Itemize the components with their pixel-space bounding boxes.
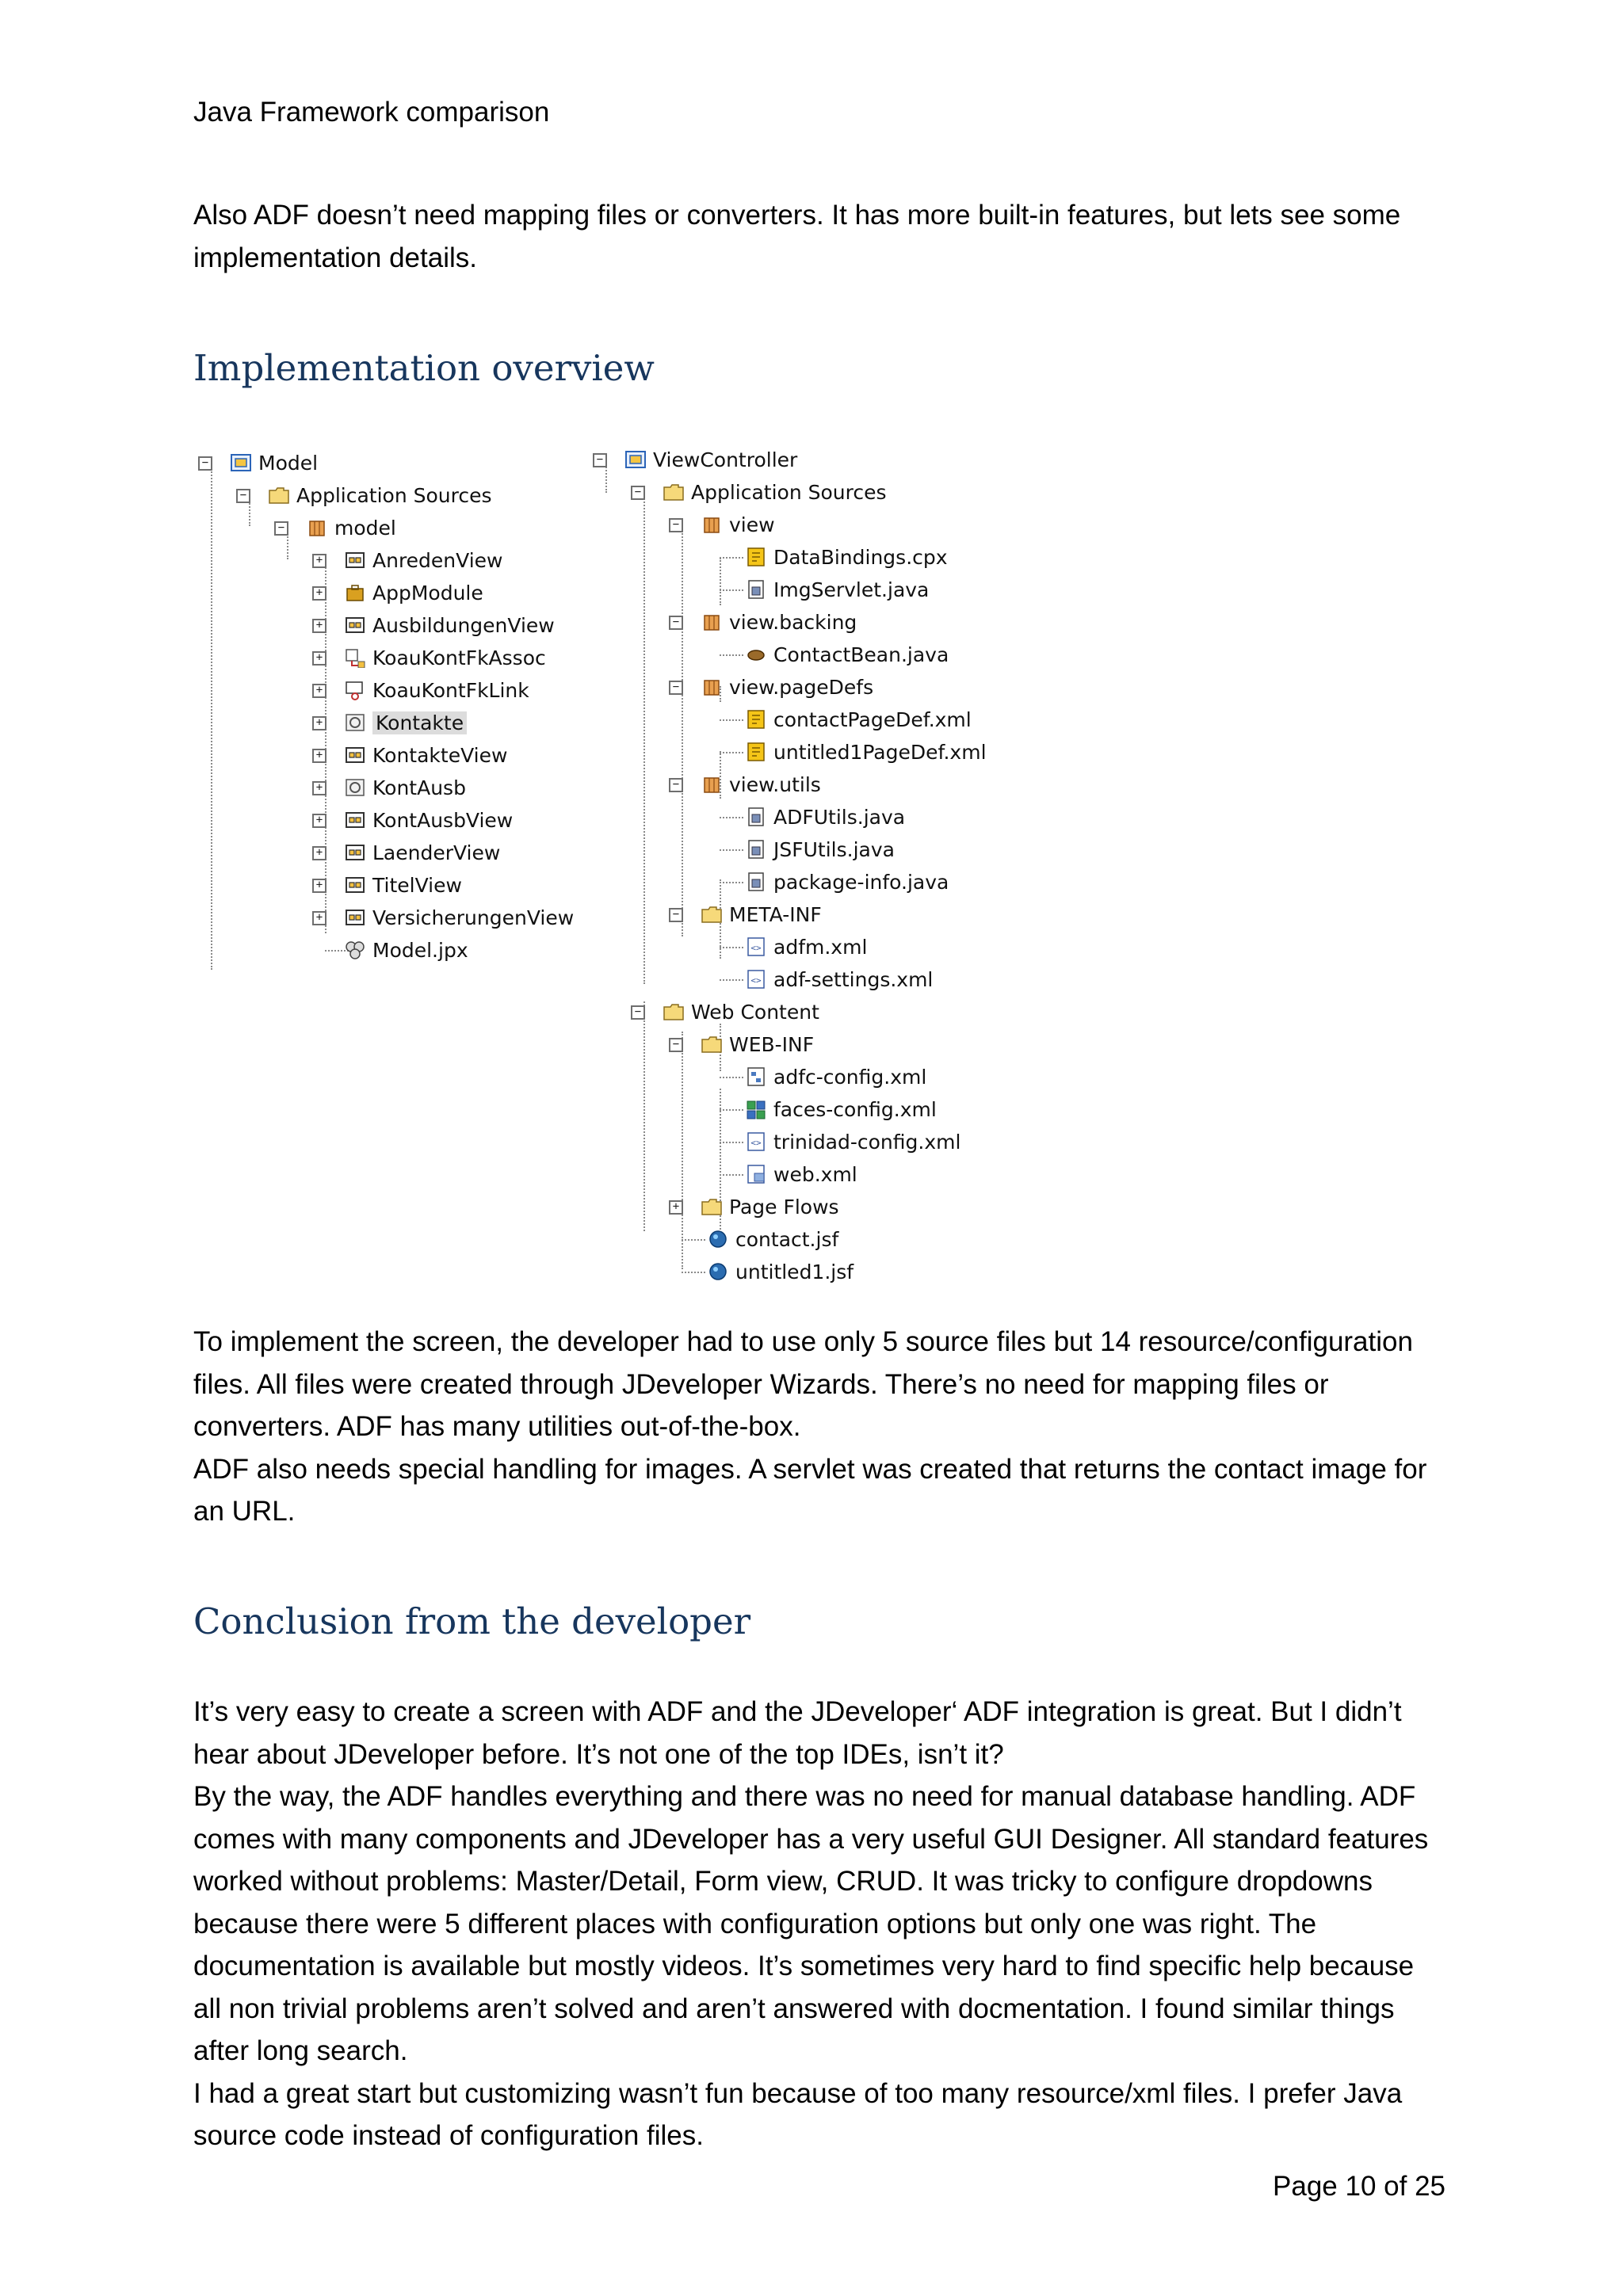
tree-node-package-pagedefs[interactable] — [669, 671, 873, 703]
tree-label: VersicherungenView — [372, 906, 575, 929]
tree-label: view.backing — [729, 610, 857, 634]
bean-icon — [745, 644, 767, 665]
tree-node-file[interactable] — [707, 1126, 960, 1158]
intro-paragraph — [193, 194, 1445, 279]
tree-label: adfc-config.xml — [773, 1065, 927, 1089]
tree-label: Model.jpx — [372, 938, 468, 962]
tree-node-item[interactable] — [312, 674, 529, 706]
tree-label: adf-settings.xml — [773, 967, 934, 991]
tree-node-file[interactable] — [707, 736, 987, 768]
tree-label: LaenderView — [372, 841, 501, 864]
java-file-icon — [745, 579, 767, 600]
paragraph-line: ADF also needs special handling for images. A servlet was created that returns the contact image for — [193, 1453, 1427, 1485]
paragraph-line: worked without problems: Master/Detail, Form view, CRUD. It was tricky to configure dropdowns — [193, 1866, 1373, 1897]
tree-node-item[interactable] — [312, 804, 513, 836]
folder-icon — [701, 1034, 723, 1055]
tree-label: DataBindings.cpx — [773, 545, 948, 569]
view-object-icon — [344, 907, 366, 928]
tree-label: untitled1.jsf — [735, 1260, 854, 1283]
expand-toggle[interactable]: + — [312, 911, 327, 925]
collapse-toggle[interactable]: − — [631, 1005, 645, 1020]
jsf-page-icon — [707, 1229, 729, 1249]
page-number: Page 10 of 25 — [1273, 2171, 1445, 2202]
tree-label: KontakteView — [372, 743, 508, 767]
java-file-icon — [745, 807, 767, 827]
view-object-icon — [344, 745, 366, 765]
xml-file-icon — [745, 1131, 767, 1152]
tree-label: adfm.xml — [773, 935, 868, 959]
viewcontroller-project-tree — [593, 442, 1005, 1282]
tree-node-model[interactable] — [198, 447, 318, 479]
faces-config-icon — [745, 1099, 767, 1119]
tree-label: faces-config.xml — [773, 1097, 937, 1121]
tree-label: package-info.java — [773, 870, 949, 894]
view-object-icon — [344, 550, 366, 570]
jpx-icon — [344, 940, 366, 960]
tree-node-file[interactable] — [707, 704, 972, 735]
tree-node-folder-metainf[interactable] — [669, 898, 822, 930]
tree-label: model — [334, 516, 396, 540]
expand-toggle[interactable]: + — [312, 846, 327, 860]
collapse-toggle[interactable]: − — [669, 778, 683, 792]
collapse-toggle[interactable]: − — [669, 518, 683, 532]
tree-label: view — [729, 513, 775, 536]
tree-node-folder-pageflows[interactable] — [669, 1191, 839, 1222]
expand-toggle[interactable]: + — [312, 716, 327, 730]
tree-label: WEB-INF — [729, 1032, 815, 1056]
collapse-toggle[interactable]: − — [274, 521, 288, 536]
tree-node-item[interactable] — [312, 609, 555, 641]
tree-label: Kontakte — [372, 711, 467, 734]
tree-node-file[interactable] — [669, 1256, 854, 1287]
tree-node-file[interactable] — [707, 1093, 937, 1125]
expand-toggle[interactable]: + — [669, 1200, 683, 1215]
model-project-tree — [198, 444, 579, 967]
conclusion-paragraph — [193, 1691, 1445, 2157]
tree-label: web.xml — [773, 1162, 857, 1186]
tree-node-file[interactable] — [707, 963, 933, 995]
tree-node-package-backing[interactable] — [669, 606, 857, 638]
paragraph-line: converters. ADF has many utilities out-of-the-box. — [193, 1411, 801, 1442]
xml-file-icon — [745, 969, 767, 990]
tree-node-item[interactable] — [312, 544, 502, 576]
cpx-file-icon — [745, 547, 767, 567]
folder-icon — [663, 482, 685, 502]
paragraph-line: hear about JDeveloper before. It’s not one of the top IDEs, isn’t it? — [193, 1738, 1004, 1770]
tree-label: KoauKontFkLink — [372, 678, 529, 702]
tree-node-folder-webinf[interactable] — [669, 1028, 814, 1060]
tree-node-file[interactable] — [707, 866, 949, 898]
expand-toggle[interactable]: + — [312, 586, 327, 601]
view-link-icon — [344, 680, 366, 700]
tree-node-file[interactable] — [707, 574, 929, 605]
tree-label: ImgServlet.java — [773, 578, 930, 601]
association-icon — [344, 647, 366, 668]
tree-label: view.pageDefs — [729, 675, 874, 699]
paragraph-line: documentation is available but mostly videos. It’s sometimes very hard to find specific help because — [193, 1951, 1415, 1981]
intro-line: implementation details. — [193, 242, 477, 273]
paragraph-line: because there were 5 different places with configuration options but only one was right. The — [193, 1908, 1317, 1939]
tree-node-item[interactable] — [312, 577, 483, 608]
project-icon — [624, 449, 647, 470]
collapse-toggle[interactable]: − — [669, 908, 683, 922]
paragraph-line: comes with many components and JDeveloper has a very useful GUI Designer. All standard features — [193, 1823, 1429, 1855]
tree-label: AusbildungenView — [372, 613, 555, 637]
paragraph-line: all non trivial problems aren’t solved and aren’t answered with docmentation. I found similar things — [193, 1993, 1395, 2024]
intro-line: Also ADF doesn’t need mapping files or converters. It has more built-in features, but lets see some — [193, 200, 1401, 231]
section-heading-implementation: Implementation overview — [193, 347, 655, 389]
tree-node-jpx[interactable] — [312, 934, 468, 966]
pagedef-file-icon — [745, 709, 767, 730]
implementation-paragraph — [193, 1321, 1445, 1533]
tree-node-file[interactable] — [707, 1158, 857, 1190]
paragraph-line: source code instead of configuration files. — [193, 2120, 704, 2151]
tree-label: Application Sources — [691, 480, 887, 504]
tree-node-app-sources[interactable] — [236, 479, 492, 511]
tree-label: ViewController — [653, 448, 798, 471]
tree-node-file[interactable] — [707, 801, 905, 833]
package-icon — [701, 677, 723, 697]
view-object-icon — [344, 842, 366, 863]
collapse-toggle[interactable]: − — [669, 1038, 683, 1052]
tree-label: ADFUtils.java — [773, 805, 906, 829]
tree-node-item-selected[interactable] — [312, 707, 467, 738]
tree-label: KoauKontFkAssoc — [372, 646, 546, 669]
tree-node-file[interactable] — [707, 931, 867, 963]
folder-icon — [268, 485, 290, 505]
tree-label: Application Sources — [296, 483, 492, 507]
tree-label: view.utils — [729, 772, 821, 796]
tree-label: AppModule — [372, 581, 483, 605]
tree-label: Model — [258, 451, 319, 475]
folder-icon — [701, 904, 723, 925]
tree-node-package-view[interactable] — [669, 509, 775, 540]
tree-label: trinidad-config.xml — [773, 1130, 961, 1154]
tree-node-item[interactable] — [312, 869, 462, 901]
view-object-icon — [344, 615, 366, 635]
collapse-toggle[interactable]: − — [631, 486, 645, 500]
tree-node-file[interactable] — [669, 1223, 838, 1255]
tree-label: untitled1PageDef.xml — [773, 740, 987, 764]
tree-node-package-model[interactable] — [274, 512, 396, 543]
paragraph-line: I had a great start but customizing wasn’t fun because of too many resource/xml files. I prefer Java — [193, 2077, 1403, 2109]
tree-label: contact.jsf — [735, 1227, 839, 1251]
tree-node-package-utils[interactable] — [669, 769, 821, 800]
package-icon — [701, 514, 723, 535]
expand-toggle[interactable]: + — [312, 554, 327, 568]
tree-label: ContactBean.java — [773, 643, 949, 666]
tree-node-web-content[interactable] — [631, 996, 819, 1028]
tree-label: AnredenView — [372, 548, 503, 572]
package-icon — [306, 517, 328, 538]
tree-node-item[interactable] — [312, 642, 546, 673]
expand-toggle[interactable]: + — [312, 814, 327, 828]
paragraph-line: files. All files were created through JDeveloper Wizards. There’s no need for mapping files or — [193, 1368, 1329, 1400]
collapse-toggle[interactable]: − — [198, 456, 212, 471]
tree-node-item[interactable] — [312, 837, 500, 868]
tree-label: contactPageDef.xml — [773, 707, 972, 731]
paragraph-line: To implement the screen, the developer had to use only 5 source files but 14 resource/configuration — [193, 1326, 1413, 1357]
view-object-icon — [344, 810, 366, 830]
entity-icon — [344, 777, 366, 798]
tree-node-file[interactable] — [707, 833, 895, 865]
tree-label: KontAusb — [372, 776, 466, 799]
folder-icon — [701, 1196, 723, 1217]
tree-node-file[interactable] — [707, 639, 949, 670]
web-xml-icon — [745, 1164, 767, 1184]
paragraph-line: after long search. — [193, 2035, 408, 2066]
jsf-page-icon — [707, 1261, 729, 1282]
tree-node-item[interactable] — [312, 739, 507, 771]
java-file-icon — [745, 839, 767, 860]
paragraph-line: It’s very easy to create a screen with ADF and the JDeveloper‘ ADF integration is great. But I didn’t — [193, 1696, 1402, 1727]
tree-label: Page Flows — [729, 1195, 839, 1219]
tree-node-app-sources[interactable] — [631, 476, 887, 508]
section-heading-conclusion: Conclusion from the developer — [193, 1600, 751, 1642]
expand-toggle[interactable]: + — [312, 781, 327, 795]
package-icon — [701, 612, 723, 632]
expand-toggle[interactable]: + — [312, 749, 327, 763]
tree-label: META-INF — [729, 902, 822, 926]
folder-icon — [663, 1001, 685, 1022]
tree-label: TitelView — [372, 873, 462, 897]
tree-node-file[interactable] — [707, 1061, 926, 1093]
view-object-icon — [344, 875, 366, 895]
tree-label: Web Content — [691, 1000, 819, 1024]
tree-node-viewcontroller[interactable] — [593, 444, 797, 475]
xml-file-icon — [745, 936, 767, 957]
expand-toggle[interactable]: + — [312, 651, 327, 666]
pagedef-file-icon — [745, 742, 767, 762]
expand-toggle[interactable]: + — [312, 619, 327, 633]
paragraph-line: an URL. — [193, 1496, 296, 1527]
project-icon — [230, 452, 252, 473]
tree-node-item[interactable] — [312, 902, 574, 933]
expand-toggle[interactable]: + — [312, 879, 327, 893]
adfc-config-icon — [745, 1066, 767, 1087]
page-header: Java Framework comparison — [193, 97, 550, 128]
tree-label: KontAusbView — [372, 808, 514, 832]
tree-node-file[interactable] — [707, 541, 948, 573]
java-file-icon — [745, 871, 767, 892]
entity-icon — [344, 712, 366, 733]
expand-toggle[interactable]: + — [312, 684, 327, 698]
collapse-toggle[interactable]: − — [593, 453, 607, 467]
tree-label: JSFUtils.java — [773, 837, 895, 861]
package-icon — [701, 774, 723, 795]
tree-node-item[interactable] — [312, 772, 466, 803]
collapse-toggle[interactable]: − — [236, 489, 250, 503]
paragraph-line: By the way, the ADF handles everything and there was no need for manual database handling. ADF — [193, 1781, 1416, 1812]
collapse-toggle[interactable]: − — [669, 681, 683, 695]
app-module-icon — [344, 582, 366, 603]
collapse-toggle[interactable]: − — [669, 616, 683, 630]
